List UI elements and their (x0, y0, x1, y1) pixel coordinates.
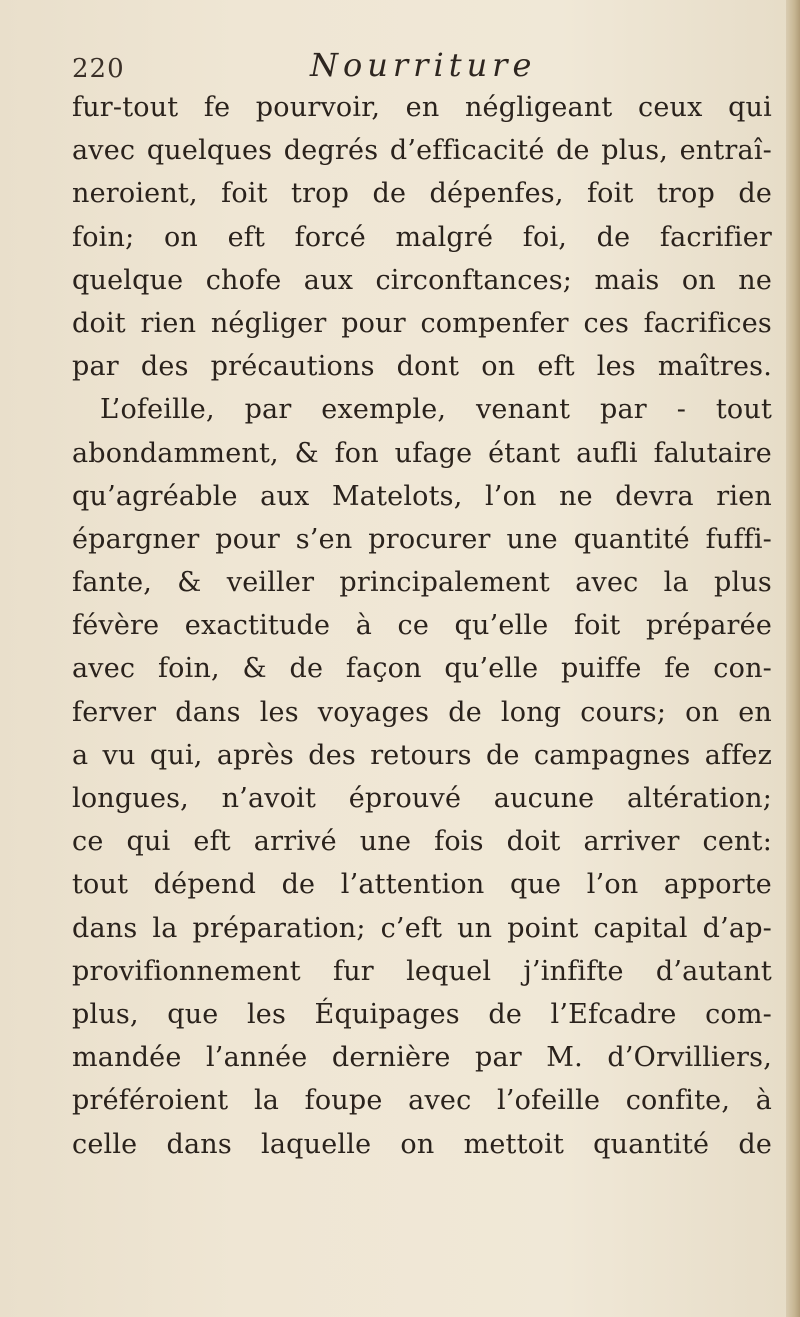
text-line: longues, n’avoit éprouvé aucune altération; (72, 783, 772, 814)
text-line: abondamment, & fon ufage étant aufli falutaire (72, 437, 772, 469)
text-line: par des précautions dont on eft les maîtres. (72, 351, 772, 383)
text-line: tout dépend de l’attention que l’on apporte (72, 869, 772, 901)
text-line: préféroient la foupe avec l’ofeille confite, à (72, 1085, 772, 1117)
text-line: ferver dans les voyages de long cours; on en (72, 696, 772, 728)
text-line: avec foin, & de façon qu’elle puiffe fe con- (72, 653, 772, 685)
text-line: févère exactitude à ce qu’elle foit préparée (72, 610, 772, 642)
text-line: provifionnement fur lequel j’infifte d’autant (72, 955, 772, 987)
text-line: celle dans laquelle on mettoit quantité de (72, 1128, 772, 1160)
page-edge (786, 0, 800, 1317)
text-line: plus, que les Équipages de l’Efcadre com- (72, 998, 772, 1030)
text-line: épargner pour s’en procurer une quantité fuffi- (72, 523, 772, 555)
text-line: ce qui eft arrivé une fois doit arriver cent: (72, 826, 772, 858)
text-line: L’ofeille, par exemple, venant par - tout (100, 394, 772, 426)
text-line: avec quelques degrés d’efficacité de plus, entraî- (72, 135, 772, 167)
text-line: fur-tout fe pourvoir, en négligeant ceux qui (72, 92, 772, 123)
text-line: a vu qui, après des retours de campagnes affez (72, 739, 772, 771)
text-line: doit rien négliger pour compenfer ces facrifices (72, 307, 772, 339)
text-line: qu’agréable aux Matelots, l’on ne devra rien (72, 480, 772, 512)
text-line: quelque chofe aux circonftances; mais on ne (72, 264, 772, 296)
text-line: mandée l’année dernière par M. d’Orvilliers, (72, 1042, 772, 1074)
text-line: dans la préparation; c’eft un point capital d’ap- (72, 912, 772, 944)
text-line: neroient, foit trop de dépenfes, foit trop de (72, 178, 772, 210)
body-text (72, 86, 772, 1166)
text-line: fante, & veiller principalement avec la plus (72, 567, 772, 599)
page-number: 220 (72, 54, 125, 84)
text-line: foin; on eft forcé malgré foi, de facrifier (72, 221, 772, 253)
running-title: Nourriture (310, 46, 537, 84)
